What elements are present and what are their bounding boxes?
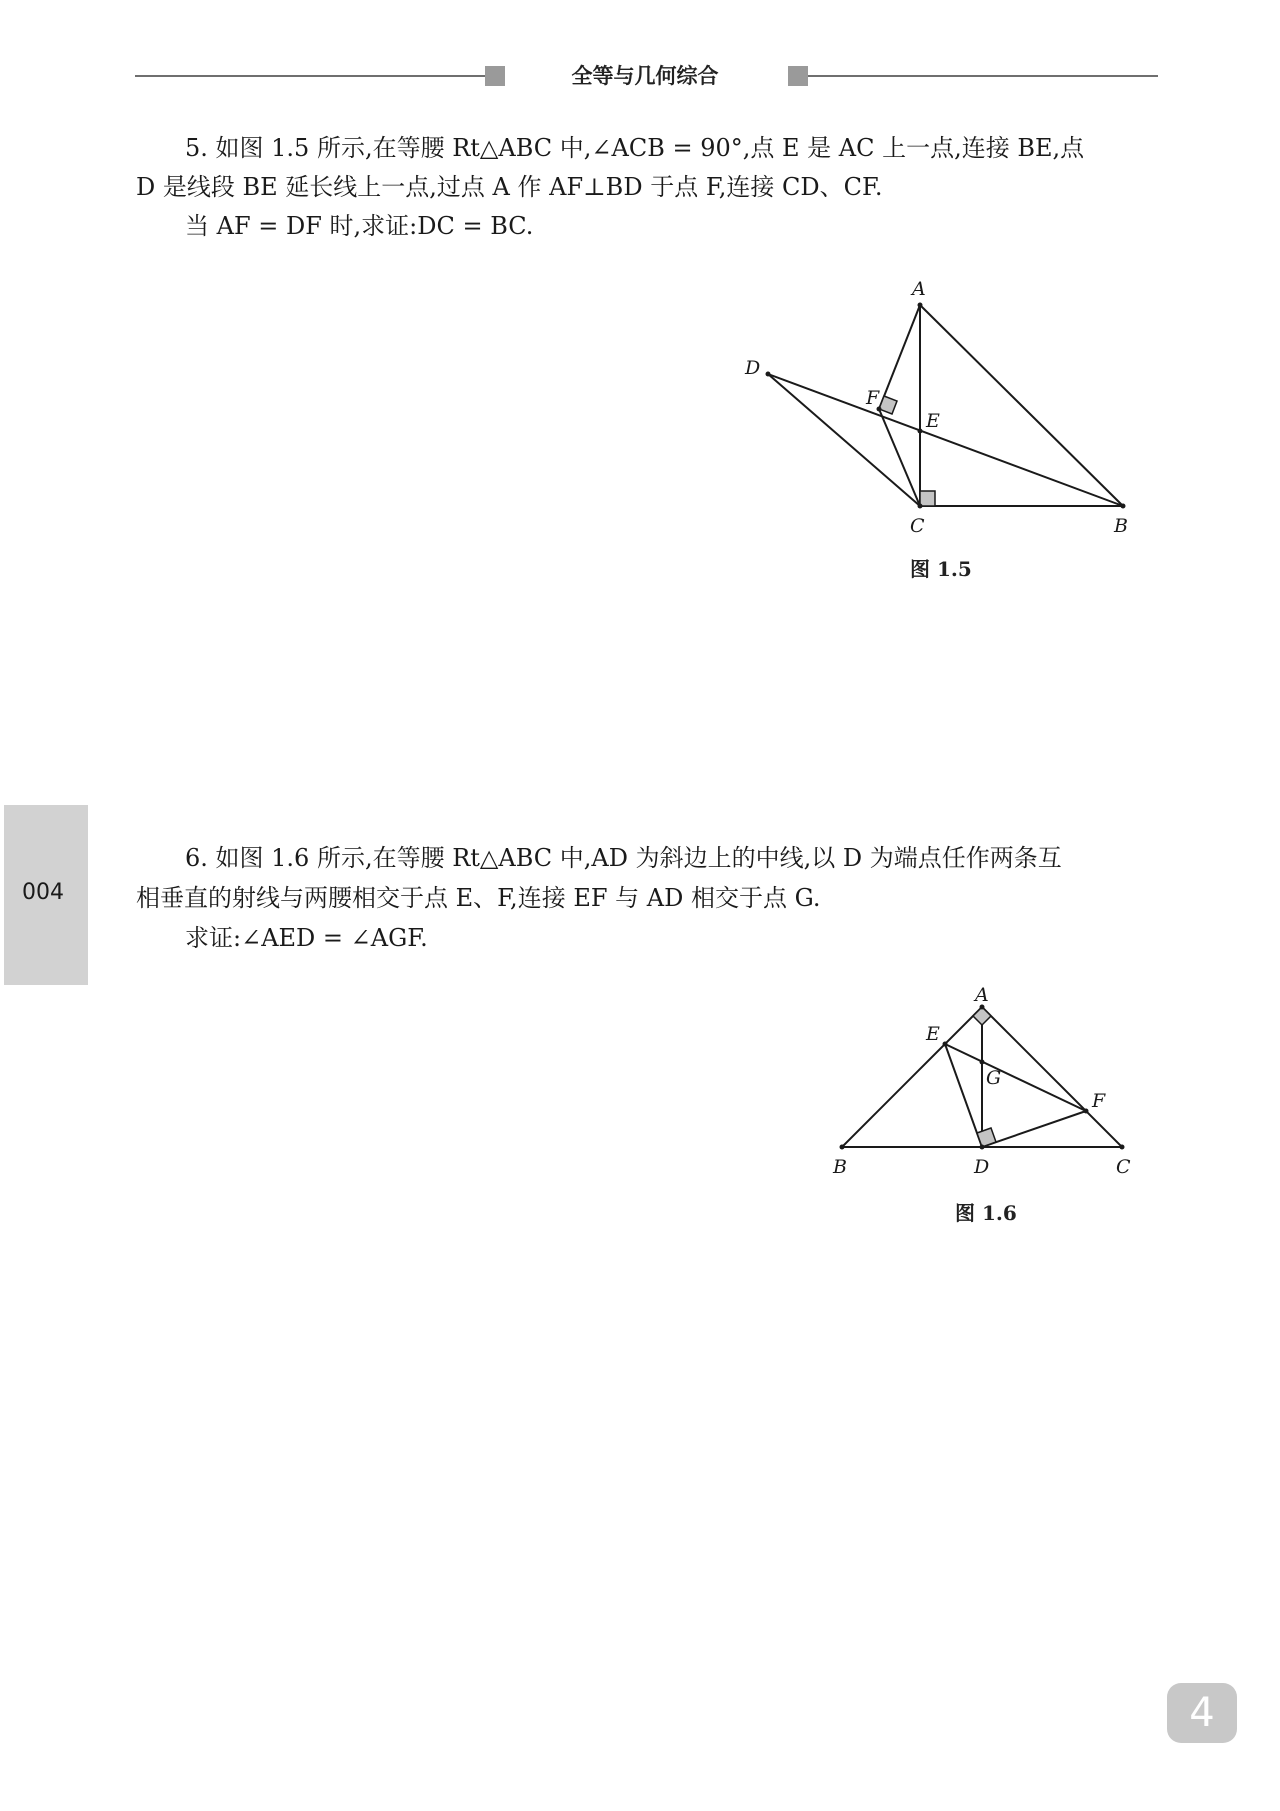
label-g: G [986,1067,1002,1089]
figure-1-6-caption: 图 1.6 [955,1201,1017,1225]
figure-1-5 [740,270,1140,590]
side-page-number: 004 [22,880,64,905]
page-number: 4 [1189,1690,1215,1736]
header-rule-left [135,75,485,77]
point-d [766,372,771,377]
label-b: B [833,1156,847,1178]
header-title: 全等与几何综合 [571,64,719,88]
problem-6-line-1: 6. 如图 1.6 所示,在等腰 Rt△ABC 中,AD 为斜边上的中线,以 D 为端点任作两条互 [185,844,1062,872]
label-c: C [1116,1156,1131,1178]
label-f: F [1092,1090,1106,1112]
figure-1-6 [820,980,1160,1180]
point-f [1084,1109,1089,1114]
point-b [840,1145,845,1150]
label-f: F [866,387,880,409]
segment-ac [982,1007,1122,1147]
point-a [918,303,923,308]
point-c [918,504,923,509]
point-d [980,1145,985,1150]
label-c: C [910,515,925,537]
figure-1-5-caption: 图 1.5 [910,557,972,581]
problem-5-line-2: D 是线段 BE 延长线上一点,过点 A 作 AF⊥BD 于点 F,连接 CD、CF. [136,173,883,201]
right-angle-mark-f [879,396,897,414]
side-page-tab [4,805,88,985]
label-e: E [926,410,940,432]
segment-ab [920,305,1123,506]
right-angle-mark-a [973,1007,991,1025]
page-number-badge [1167,1683,1237,1743]
label-a: A [975,984,989,1006]
label-b: B [1114,515,1128,537]
segment-db [768,374,1123,506]
header-rule-right [808,75,1158,77]
segment-af [879,305,920,409]
right-angle-mark-c [920,491,935,506]
point-b [1121,504,1126,509]
point-e [943,1042,948,1047]
segment-ab [842,1007,982,1147]
segment-df [982,1111,1086,1147]
problem-6-line-3: 求证:∠AED = ∠AGF. [185,924,428,952]
point-c [1120,1145,1125,1150]
header-square-right [788,66,808,86]
label-d: D [974,1156,990,1178]
segment-dc [768,374,920,506]
problem-5-line-1: 5. 如图 1.5 所示,在等腰 Rt△ABC 中,∠ACB = 90°,点 E 是 AC 上一点,连接 BE,点 [185,134,1085,162]
problem-5-line-3: 当 AF = DF 时,求证:DC = BC. [185,212,534,240]
point-e [918,429,923,434]
label-d: D [745,357,761,379]
problem-6-line-2: 相垂直的射线与两腰相交于点 E、F,连接 EF 与 AD 相交于点 G. [136,884,821,912]
point-g [980,1060,985,1065]
label-a: A [912,278,926,300]
label-e: E [926,1023,940,1045]
header-square-left [485,66,505,86]
